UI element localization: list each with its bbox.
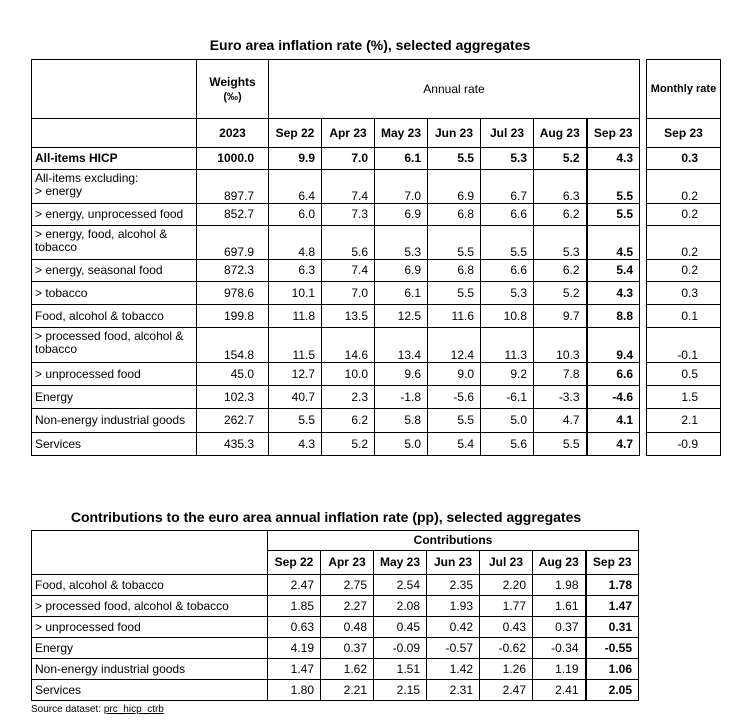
monthly-value: 0.3 [647, 148, 721, 170]
rate-value: 13.5 [322, 305, 375, 328]
weight-value: 897.7 [197, 170, 269, 204]
monthly-value: 0.2 [647, 204, 721, 226]
column-gap [640, 363, 647, 386]
table2-title: Contributions to the euro area annual inflation rate (pp), selected aggregates [70, 509, 582, 525]
table-row [32, 305, 721, 328]
column-gap [640, 409, 647, 433]
contribution-value: -0.34 [533, 638, 586, 659]
rate-value: -4.6 [587, 386, 640, 409]
rate-value: 5.3 [481, 282, 534, 305]
rate-value: 7.0 [322, 282, 375, 305]
column-gap [640, 226, 647, 260]
table-row [32, 170, 721, 204]
table1-title: Euro area inflation rate (%), selected aggregates [209, 37, 531, 53]
monthly-value: 0.2 [647, 260, 721, 282]
rate-value: 10.8 [481, 305, 534, 328]
contribution-value: 1.85 [268, 596, 321, 617]
rate-value: 9.0 [428, 363, 481, 386]
rate-value: 6.2 [534, 204, 587, 226]
row-label: > energy, unprocessed food [32, 204, 197, 226]
inflation-rate-table [31, 59, 721, 456]
rate-value: 7.4 [322, 170, 375, 204]
contribution-value: 0.37 [533, 617, 586, 638]
header-corner [32, 531, 268, 575]
rate-value: 5.0 [375, 433, 428, 456]
source-prefix: Source dataset: [31, 704, 104, 715]
rate-value: 4.5 [587, 226, 640, 260]
period-header: Apr 23 [321, 551, 374, 575]
contribution-value: 1.19 [533, 659, 586, 680]
rate-value: -1.8 [375, 386, 428, 409]
row-label: Services [32, 433, 197, 456]
weight-value: 262.7 [197, 409, 269, 433]
table-row [32, 260, 721, 282]
column-gap [640, 282, 647, 305]
row-label: Food, alcohol & tobacco [32, 305, 197, 328]
column-gap [640, 119, 647, 148]
row-label-line2: tobacco [35, 240, 78, 254]
rate-value: 6.9 [428, 170, 481, 204]
column-gap [640, 328, 647, 363]
contribution-value: 1.98 [533, 575, 586, 596]
contribution-value: 1.93 [427, 596, 480, 617]
rate-value: 5.2 [322, 433, 375, 456]
rate-value: 6.0 [269, 204, 322, 226]
monthly-value: 2.1 [647, 409, 721, 433]
period-header: Sep 23 [587, 119, 640, 148]
row-label-line2: > energy [35, 184, 83, 198]
rate-value: 6.2 [534, 260, 587, 282]
contribution-value: 1.77 [480, 596, 533, 617]
rate-value: 5.6 [481, 433, 534, 456]
contribution-value: 0.31 [586, 617, 639, 638]
contribution-value: 0.63 [268, 617, 321, 638]
row-label: Non-energy industrial goods [32, 409, 197, 433]
table-row [32, 575, 639, 596]
contribution-value: 0.45 [374, 617, 427, 638]
rate-value: 5.3 [534, 226, 587, 260]
rate-value: 8.8 [587, 305, 640, 328]
contribution-value: -0.09 [374, 638, 427, 659]
contributions-header: Contributions [268, 531, 639, 551]
contribution-value: 2.47 [480, 680, 533, 701]
rate-value: 5.5 [428, 409, 481, 433]
monthly-value: 0.5 [647, 363, 721, 386]
rate-value: 7.0 [322, 148, 375, 170]
rate-value: 10.0 [322, 363, 375, 386]
contribution-value: 1.80 [268, 680, 321, 701]
table-row [32, 226, 721, 260]
rate-value: 6.7 [481, 170, 534, 204]
rate-value: 11.3 [481, 328, 534, 363]
row-label: > tobacco [32, 282, 197, 305]
rate-value: 2.3 [322, 386, 375, 409]
column-gap [640, 433, 647, 456]
monthly-rate-header: Monthly rate [647, 60, 721, 119]
column-gap [640, 60, 647, 119]
contribution-value: 0.48 [321, 617, 374, 638]
contribution-value: 1.26 [480, 659, 533, 680]
rate-value: 9.9 [269, 148, 322, 170]
monthly-value: 0.2 [647, 170, 721, 204]
contribution-value: 1.42 [427, 659, 480, 680]
row-label [32, 226, 197, 260]
column-gap [640, 260, 647, 282]
monthly-value: 1.5 [647, 386, 721, 409]
rate-value: 4.3 [587, 282, 640, 305]
contribution-value: 2.35 [427, 575, 480, 596]
period-header: Apr 23 [322, 119, 375, 148]
row-label: Services [32, 680, 268, 701]
monthly-value: 0.2 [647, 226, 721, 260]
row-label: All-items HICP [32, 148, 197, 170]
weight-value: 45.0 [197, 363, 269, 386]
contribution-value: 1.47 [268, 659, 321, 680]
rate-value: 12.5 [375, 305, 428, 328]
row-label-line1: > energy, food, alcohol & [35, 227, 168, 241]
rate-value: 9.7 [534, 305, 587, 328]
rate-value: 6.6 [587, 363, 640, 386]
rate-value: 9.4 [587, 328, 640, 363]
table-row [32, 433, 721, 456]
row-label: > unprocessed food [32, 363, 197, 386]
rate-value: 5.5 [587, 204, 640, 226]
column-gap [640, 148, 647, 170]
rate-value: 6.1 [375, 148, 428, 170]
rate-value: -5.6 [428, 386, 481, 409]
rate-value: 7.0 [375, 170, 428, 204]
rate-value: 5.4 [587, 260, 640, 282]
weight-value: 697.9 [197, 226, 269, 260]
contribution-value: 2.54 [374, 575, 427, 596]
weight-value: 852.7 [197, 204, 269, 226]
rate-value: 9.2 [481, 363, 534, 386]
contribution-value: -0.62 [480, 638, 533, 659]
contribution-value: 2.47 [268, 575, 321, 596]
rate-value: 6.8 [428, 204, 481, 226]
weight-value: 435.3 [197, 433, 269, 456]
rate-value: 4.1 [587, 409, 640, 433]
monthly-value: -0.9 [647, 433, 721, 456]
column-gap [640, 305, 647, 328]
weights-label: Weights [209, 75, 256, 89]
contribution-value: 2.75 [321, 575, 374, 596]
rate-value: -3.3 [534, 386, 587, 409]
table2-header-row [32, 531, 639, 551]
rate-value: 5.8 [375, 409, 428, 433]
rate-value: 4.7 [534, 409, 587, 433]
row-label: Non-energy industrial goods [32, 659, 268, 680]
rate-value: 5.5 [534, 433, 587, 456]
rate-value: 7.8 [534, 363, 587, 386]
column-gap [640, 386, 647, 409]
table-row [32, 148, 721, 170]
rate-value: 5.5 [269, 409, 322, 433]
rate-value: 12.4 [428, 328, 481, 363]
rate-value: 6.9 [375, 260, 428, 282]
source-note [31, 704, 164, 715]
rate-value: 7.3 [322, 204, 375, 226]
rate-value: 11.6 [428, 305, 481, 328]
row-label: Energy [32, 638, 268, 659]
rate-value: 5.5 [481, 226, 534, 260]
contribution-value: 2.15 [374, 680, 427, 701]
table-row [32, 617, 639, 638]
contribution-value: 1.78 [586, 575, 639, 596]
rate-value: 6.6 [481, 204, 534, 226]
weights-header [197, 60, 269, 119]
contribution-value: 1.51 [374, 659, 427, 680]
contribution-value: 0.42 [427, 617, 480, 638]
row-label: Energy [32, 386, 197, 409]
contribution-value: 2.08 [374, 596, 427, 617]
weights-unit: (‰) [223, 91, 242, 103]
row-label: > unprocessed food [32, 617, 268, 638]
table-row [32, 680, 639, 701]
rate-value: 5.0 [481, 409, 534, 433]
table-row [32, 409, 721, 433]
rate-value: 5.2 [534, 282, 587, 305]
rate-value: 7.4 [322, 260, 375, 282]
monthly-value: 0.1 [647, 305, 721, 328]
rate-value: 40.7 [269, 386, 322, 409]
contribution-value: 2.20 [480, 575, 533, 596]
rate-value: 6.8 [428, 260, 481, 282]
contribution-value: 0.37 [321, 638, 374, 659]
rate-value: 4.3 [587, 148, 640, 170]
rate-value: 5.3 [375, 226, 428, 260]
period-header: May 23 [374, 551, 427, 575]
rate-value: 6.9 [375, 204, 428, 226]
rate-value: 5.4 [428, 433, 481, 456]
column-gap [640, 170, 647, 204]
header-corner [32, 60, 197, 119]
table-row [32, 204, 721, 226]
rate-value: 4.8 [269, 226, 322, 260]
monthly-value: 0.3 [647, 282, 721, 305]
contribution-value: 1.61 [533, 596, 586, 617]
row-label-line1: > processed food, alcohol & [35, 329, 184, 343]
period-header: Aug 23 [533, 551, 586, 575]
row-label [32, 170, 197, 204]
row-label [32, 328, 197, 363]
rate-value: 10.1 [269, 282, 322, 305]
period-header: Sep 22 [269, 119, 322, 148]
period-header: Sep 23 [586, 551, 639, 575]
rate-value: 6.3 [534, 170, 587, 204]
rate-value: 4.7 [587, 433, 640, 456]
weight-value: 872.3 [197, 260, 269, 282]
rate-value: 5.5 [428, 226, 481, 260]
contribution-value: 1.06 [586, 659, 639, 680]
row-label: > energy, seasonal food [32, 260, 197, 282]
contribution-value: -0.55 [586, 638, 639, 659]
period-header: Aug 23 [534, 119, 587, 148]
rate-value: 10.3 [534, 328, 587, 363]
table-row [32, 328, 721, 363]
rate-value: -6.1 [481, 386, 534, 409]
monthly-period-header: Sep 23 [647, 119, 721, 148]
annual-rate-header: Annual rate [269, 60, 640, 119]
contribution-value: 1.62 [321, 659, 374, 680]
period-header: Sep 22 [268, 551, 321, 575]
period-header: May 23 [375, 119, 428, 148]
contribution-value: 2.27 [321, 596, 374, 617]
table-row [32, 363, 721, 386]
period-header: Jul 23 [480, 551, 533, 575]
rate-value: 6.4 [269, 170, 322, 204]
rate-value: 6.2 [322, 409, 375, 433]
weight-value: 102.3 [197, 386, 269, 409]
table-row [32, 659, 639, 680]
contribution-value: 2.05 [586, 680, 639, 701]
weight-value: 154.8 [197, 328, 269, 363]
rate-value: 12.7 [269, 363, 322, 386]
rate-value: 6.1 [375, 282, 428, 305]
contribution-value: 0.43 [480, 617, 533, 638]
contribution-value: 2.31 [427, 680, 480, 701]
rate-value: 13.4 [375, 328, 428, 363]
weight-value: 1000.0 [197, 148, 269, 170]
column-gap [640, 204, 647, 226]
row-label-line1: All-items excluding: [35, 171, 139, 185]
rate-value: 6.6 [481, 260, 534, 282]
contributions-table [31, 530, 639, 701]
rate-value: 11.5 [269, 328, 322, 363]
table-row [32, 386, 721, 409]
contribution-value: 4.19 [268, 638, 321, 659]
period-header: Jun 23 [428, 119, 481, 148]
table1-period-row [32, 119, 721, 148]
period-header: Jul 23 [481, 119, 534, 148]
weight-value: 199.8 [197, 305, 269, 328]
rate-value: 5.2 [534, 148, 587, 170]
table1-header-row [32, 60, 721, 119]
rate-value: 5.5 [428, 148, 481, 170]
weight-value: 978.6 [197, 282, 269, 305]
contribution-value: 1.47 [586, 596, 639, 617]
rate-value: 4.3 [269, 433, 322, 456]
row-label: Food, alcohol & tobacco [32, 575, 268, 596]
rate-value: 5.3 [481, 148, 534, 170]
row-label-line2: tobacco [35, 342, 78, 356]
contribution-value: 2.21 [321, 680, 374, 701]
table-row [32, 282, 721, 305]
monthly-value: -0.1 [647, 328, 721, 363]
contribution-value: -0.57 [427, 638, 480, 659]
rate-value: 14.6 [322, 328, 375, 363]
rate-value: 5.6 [322, 226, 375, 260]
contribution-value: 2.41 [533, 680, 586, 701]
weights-year: 2023 [197, 119, 269, 148]
period-header: Jun 23 [427, 551, 480, 575]
table-row [32, 638, 639, 659]
rate-value: 5.5 [587, 170, 640, 204]
table-row [32, 596, 639, 617]
rate-value: 9.6 [375, 363, 428, 386]
header-corner [32, 119, 197, 148]
rate-value: 11.8 [269, 305, 322, 328]
row-label: > processed food, alcohol & tobacco [32, 596, 268, 617]
source-dataset-link[interactable]: prc_hicp_ctrb [103, 704, 164, 715]
rate-value: 6.3 [269, 260, 322, 282]
rate-value: 5.5 [428, 282, 481, 305]
